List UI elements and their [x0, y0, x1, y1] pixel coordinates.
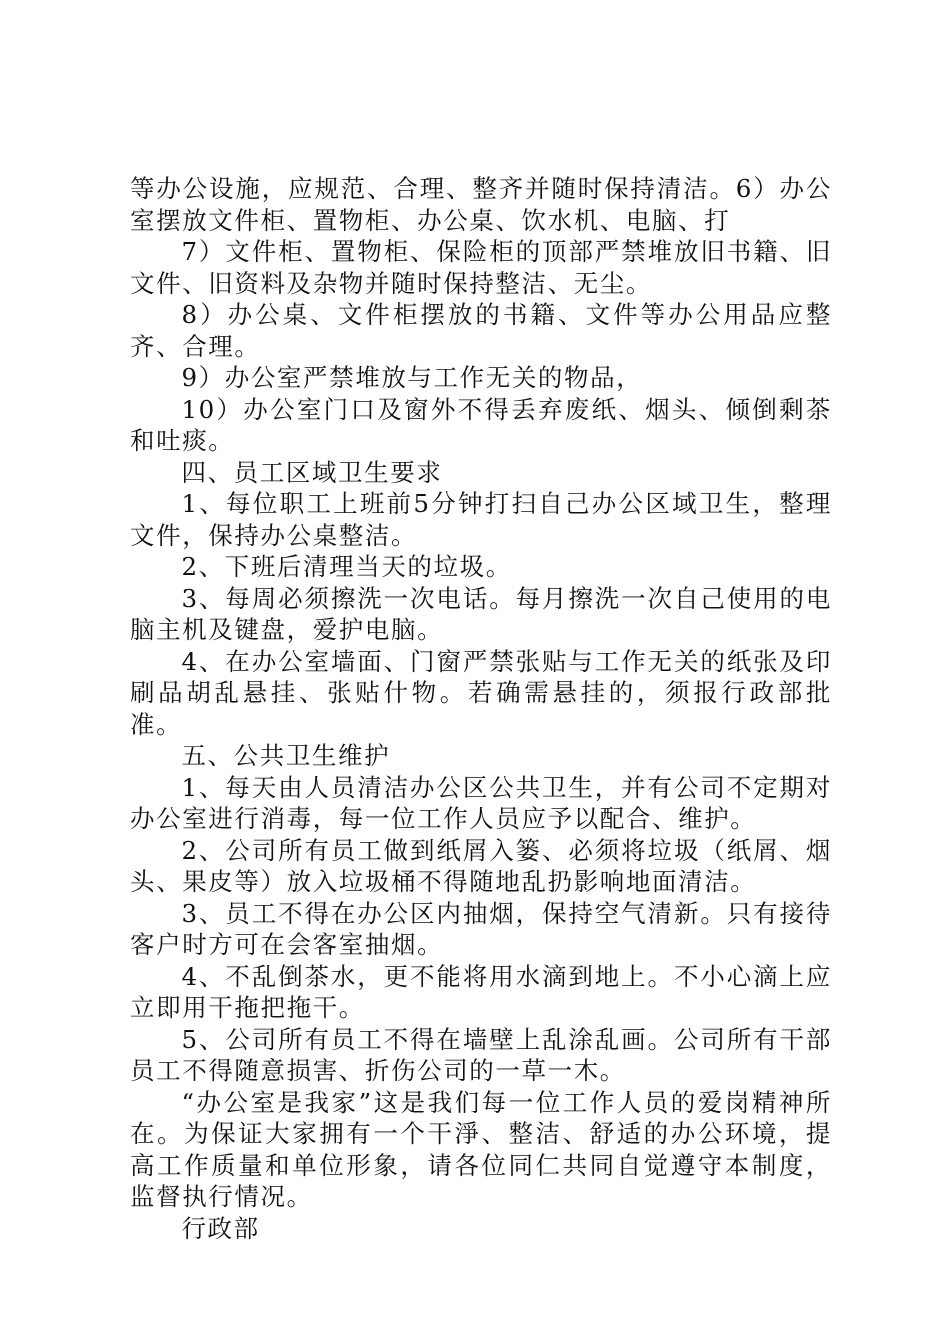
section-heading-staff-area: 四、员工区域卫生要求: [181, 457, 443, 487]
paragraph-10: 4、在办公室墙面、门窗严禁张贴与工作无关的纸张及印刷品胡乱悬挂、张贴什物。若确需悬挂的，须报行政部批准。: [130, 646, 832, 739]
paragraph-4: 9）办公室严禁堆放与工作无关的物品，: [181, 363, 643, 392]
closing-paragraph: “办公室是我家”这是我们每一位工作人员的爱岗精神所在。为保证大家拥有一个干淨、整洁、舒适的办公环境，提高工作质量和单位形象，请各位同仁共同自觉遵守本制度，监督执行情况。: [130, 1087, 832, 1211]
paragraph-12: 1、每天由人员清洁办公区公共卫生，并有公司不定期对办公室进行消毒，每一位工作人员应予以配合、维护。: [130, 772, 832, 833]
section-heading-public-hygiene: 五、公共卫生维护: [181, 741, 391, 770]
paragraph-15: 4、不乱倒茶水，更不能将用水滴到地上。不小心滴上应立即用干拖把拖干。: [130, 961, 832, 1022]
paragraph-14: 3、员工不得在办公区内抽烟，保持空气清新。只有接待客户时方可在会客室抽烟。: [130, 898, 832, 959]
paragraph-2: 7）文件柜、置物柜、保险柜的顶部严禁堆放旧书籍、旧文件、旧资料及杂物并随时保持整洁、无尘。: [130, 237, 832, 298]
paragraph-1: 等办公设施，应规范、合理、整齐并随时保持清洁。6）办公室摆放文件柜、置物柜、办公桌、饮水机、电脑、打: [130, 174, 832, 235]
paragraph-13: 2、公司所有员工做到纸屑入篓、必须将垃圾（纸屑、烟头、果皮等）放入垃圾桶不得随地乱扔影响地面清洁。: [130, 835, 832, 896]
paragraph-5: 10）办公室门口及窗外不得丢弃废纸、烟头、倾倒剩茶和吐痰。: [130, 394, 832, 455]
paragraph-7: 1、每位职工上班前5分钟打扫自己办公区域卫生，整理文件，保持办公桌整洁。: [130, 489, 832, 550]
paragraph-16: 5、公司所有员工不得在墙壁上乱涂乱画。公司所有干部员工不得随意损害、折伤公司的一草一木。: [130, 1024, 832, 1085]
paragraph-9: 3、每周必须擦洗一次电话。每月擦洗一次自己使用的电脑主机及键盘，爱护电脑。: [130, 583, 832, 644]
paragraph-8: 2、下班后清理当天的垃圾。: [181, 552, 512, 581]
paragraph-3: 8）办公桌、文件柜摆放的书籍、文件等办公用品应整齐、合理。: [130, 300, 832, 361]
document-body: [130, 173, 832, 1244]
signature-department: 行政部: [181, 1213, 260, 1243]
